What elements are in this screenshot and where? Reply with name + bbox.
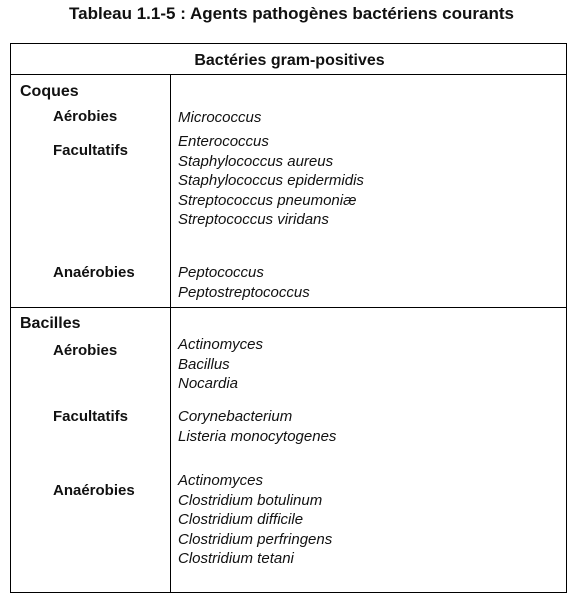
species-name: Listeria monocytogenes: [178, 427, 337, 445]
species-name: Clostridium difficile: [178, 511, 304, 528]
species-name: Streptococcus viridans: [178, 211, 329, 228]
species-name: Bacillus: [178, 355, 230, 373]
row-label-bacilles-anaerobies: Anaérobies: [53, 482, 135, 499]
species-list: [178, 471, 332, 569]
species-name: Clostridium botulinum: [178, 491, 323, 509]
group-label-bacilles: Bacilles: [20, 315, 81, 332]
species-list: [178, 407, 336, 446]
species-name: Micrococcus: [178, 109, 262, 126]
bacteria-table: [10, 43, 567, 593]
species-name: Peptococcus: [178, 264, 264, 281]
species-name: Clostridium tetani: [178, 550, 294, 567]
species-list: [178, 335, 263, 394]
species-name: Enterococcus: [178, 133, 269, 150]
species-list: [178, 132, 364, 230]
species-name: Streptococcus pneumoniæ: [178, 191, 357, 209]
species-name: Nocardia: [178, 375, 239, 392]
species-list: [178, 263, 310, 302]
row-label-coques-aerobies: Aérobies: [53, 108, 118, 125]
row-label-bacilles-facultatifs: Facultatifs: [53, 408, 129, 425]
column-divider: [170, 74, 171, 592]
species-name: Actinomyces: [178, 336, 264, 353]
species-name: Clostridium perfringens: [178, 530, 333, 548]
species-name: Peptostreptococcus: [178, 283, 310, 301]
species-name: Staphylococcus epidermidis: [178, 172, 364, 189]
row-label-coques-facultatifs: Facultatifs: [53, 142, 129, 159]
species-list: [178, 108, 261, 128]
table-header: Bactéries gram-positives: [194, 52, 385, 69]
species-name: Corynebacterium: [178, 408, 293, 425]
header-divider: [11, 74, 566, 75]
table-title: Tableau 1.1-5 : Agents pathogènes bactériens courants: [69, 4, 514, 23]
group-divider: [11, 307, 566, 308]
group-label-coques: Coques: [20, 83, 79, 100]
species-name: Actinomyces: [178, 472, 264, 489]
row-label-coques-anaerobies: Anaérobies: [53, 264, 135, 281]
species-name: Staphylococcus aureus: [178, 152, 334, 170]
row-label-bacilles-aerobies: Aérobies: [53, 342, 118, 359]
